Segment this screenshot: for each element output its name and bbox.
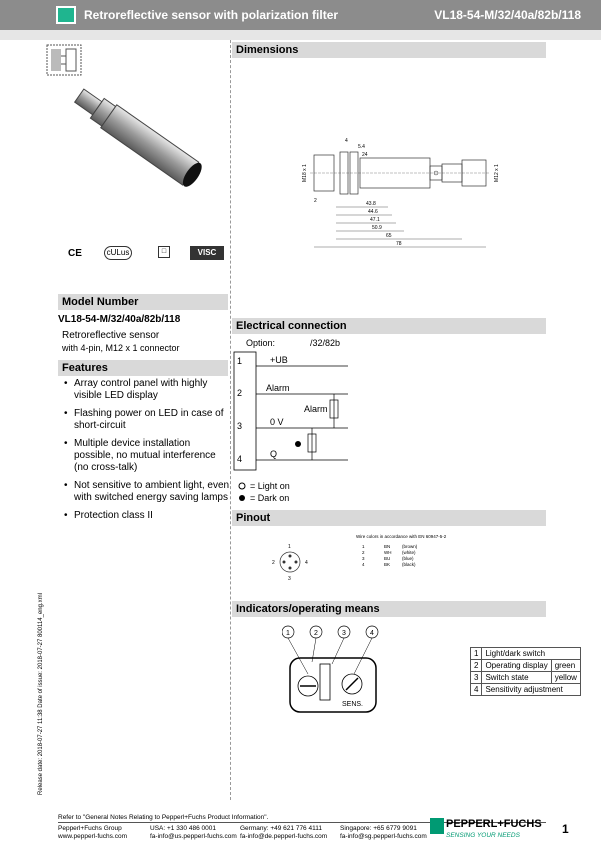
section-model-number: Model Number [58, 294, 228, 310]
wire-num: 2 [362, 550, 365, 555]
wire-code: BU [384, 556, 391, 561]
features-list [62, 378, 232, 528]
option-label: Option: [246, 338, 276, 348]
dim-4: 4 [345, 138, 348, 144]
indicator-row [471, 660, 581, 672]
product-code: VL18-54-M/32/40a/82b/118 [434, 8, 581, 22]
feature-item: • Not sensitive to ambient light, even with switched energy saving lamps [62, 480, 232, 504]
indicator-num: 4 [471, 684, 482, 696]
section-electrical: Electrical connection [232, 318, 546, 334]
indicator-label: Sensitivity adjustment [482, 684, 581, 696]
wire-color: (black) [402, 562, 416, 567]
light-on-label: = Light on [250, 481, 290, 491]
pinout-pin: 2 [272, 560, 275, 566]
section-features: Features [58, 360, 228, 376]
pin-3: 3 [237, 421, 243, 431]
page-title: Retroreflective sensor with polarization filter [84, 8, 339, 22]
model-name: VL18-54-M/32/40a/82b/118 [58, 314, 181, 325]
footer-website-link[interactable]: www.pepperl-fuchs.com [58, 833, 127, 840]
pin-1: 1 [237, 356, 243, 366]
wire-row [362, 562, 417, 568]
dimension-drawing [300, 130, 520, 250]
ul-mark-icon: cULus [104, 246, 132, 260]
indicator-num: 1 [471, 648, 482, 660]
footer-col-3 [240, 825, 327, 841]
wire-code: WH [384, 550, 392, 555]
dim-value: 44.6 [368, 209, 378, 215]
dim-24: 24 [362, 152, 368, 158]
indicator-row [471, 672, 581, 684]
footer-refer: Refer to "General Notes Relating to Pepperl+Fuchs Product Information". [58, 814, 269, 821]
sens-label: SENS. [342, 701, 364, 708]
footer-col-1 [58, 825, 127, 841]
dim-m18: M18 x 1 [302, 164, 308, 182]
device-symbol-icon [46, 44, 82, 76]
footer-usa-email-link[interactable]: fa-info@us.pepperl-fuchs.com [150, 833, 237, 840]
indicator-label: Light/dark switch [482, 648, 581, 660]
feature-item: • Array control panel with highly visible LED display [62, 378, 232, 402]
dim-value: 43.8 [366, 201, 376, 207]
brand-name: PEPPERL+FUCHS [446, 818, 542, 830]
footer-germany-phone: Germany: +49 621 776 4111 [240, 825, 322, 832]
callout-2: 2 [314, 630, 318, 637]
dim-value: 50.9 [372, 225, 382, 231]
dim-value: 47.1 [370, 217, 380, 223]
connector-pinout-drawing [270, 542, 310, 582]
callout-3: 3 [342, 630, 346, 637]
indicator-label: Operating display [482, 660, 551, 672]
ub-label: +UB [270, 355, 288, 365]
alarm-load-label: Alarm [304, 404, 328, 414]
pinout-pin: 4 [305, 560, 308, 566]
pin-2: 2 [237, 388, 243, 398]
model-desc-2: with 4-pin, M12 x 1 connector [62, 343, 180, 353]
footer-company: Pepperl+Fuchs Group [58, 825, 122, 832]
dark-on-label: = Dark on [250, 493, 290, 503]
brand-logo-icon [430, 818, 444, 834]
footer-usa-phone: USA: +1 330 486 0001 [150, 825, 216, 832]
ce-mark-icon: CE [68, 248, 82, 259]
dim-small: 5.4 [358, 144, 365, 150]
dim-value: 65 [386, 233, 392, 239]
dim-m12: M12 x 1 [494, 164, 500, 182]
wire-color: (blue) [402, 556, 414, 561]
wiring-diagram [232, 336, 552, 506]
footer-col-2 [150, 825, 237, 841]
brand-square-icon [56, 6, 76, 24]
alarm-label: Alarm [266, 383, 290, 393]
wire-num: 4 [362, 562, 365, 567]
wire-note: Wire colors in accordance with EN 60947-5-2 [356, 534, 447, 539]
indicator-num: 2 [471, 660, 482, 672]
section-dimensions: Dimensions [232, 42, 546, 58]
section-pinout: Pinout [232, 510, 546, 526]
q-label: Q [270, 449, 278, 459]
class-ii-icon [158, 246, 170, 258]
wire-table [362, 544, 417, 568]
indicator-num: 3 [471, 672, 482, 684]
indicator-row [471, 648, 581, 660]
wire-code: BN [384, 544, 391, 549]
visc-logo: VISC [190, 246, 224, 260]
footer-col-4 [340, 825, 427, 841]
indicators-table [470, 647, 581, 696]
wire-num: 1 [362, 544, 365, 549]
indicator-color: yellow [551, 672, 580, 684]
dim-2: 2 [314, 198, 317, 204]
wire-color: (white) [402, 550, 416, 555]
callout-1: 1 [286, 630, 290, 637]
section-indicators: Indicators/operating means [232, 601, 546, 617]
header-subbar [0, 30, 601, 40]
wire-color: (brown) [402, 544, 418, 549]
page-number: 1 [562, 822, 569, 836]
class-ii-symbol: □ [161, 248, 167, 255]
indicator-row [471, 684, 581, 696]
dim-value: 78 [396, 241, 402, 247]
header-bar [0, 0, 601, 30]
brand-slogan: SENSING YOUR NEEDS [446, 832, 520, 839]
wire-code: BK [384, 562, 391, 567]
feature-item: • Flashing power on LED in case of short-circuit [62, 408, 232, 432]
feature-item: • Multiple device installation possible, no mutual interference (no cross-talk) [62, 438, 232, 474]
feature-item: • Protection class II [62, 510, 232, 522]
footer-singapore-email-link[interactable]: fa-info@sg.pepperl-fuchs.com [340, 833, 427, 840]
pinout-pin: 3 [288, 576, 291, 582]
control-panel-drawing [282, 622, 392, 718]
zero-v-label: 0 V [270, 417, 284, 427]
wire-num: 3 [362, 556, 365, 561]
footer-singapore-phone: Singapore: +65 6779 9091 [340, 825, 417, 832]
model-desc: Retroreflective sensor [62, 330, 160, 341]
product-photo [62, 82, 222, 202]
pinout-pin: 1 [288, 544, 291, 550]
release-note: Release date: 2018-07-27 11:38 Date of issue: 2018-07-27 800114_eng.xml [38, 593, 44, 795]
indicator-label: Switch state [482, 672, 551, 684]
callout-4: 4 [370, 630, 374, 637]
option-value: /32/82b [310, 338, 341, 348]
pin-4: 4 [237, 454, 243, 464]
indicator-color: green [551, 660, 580, 672]
footer-germany-email-link[interactable]: fa-info@de.pepperl-fuchs.com [240, 833, 328, 840]
